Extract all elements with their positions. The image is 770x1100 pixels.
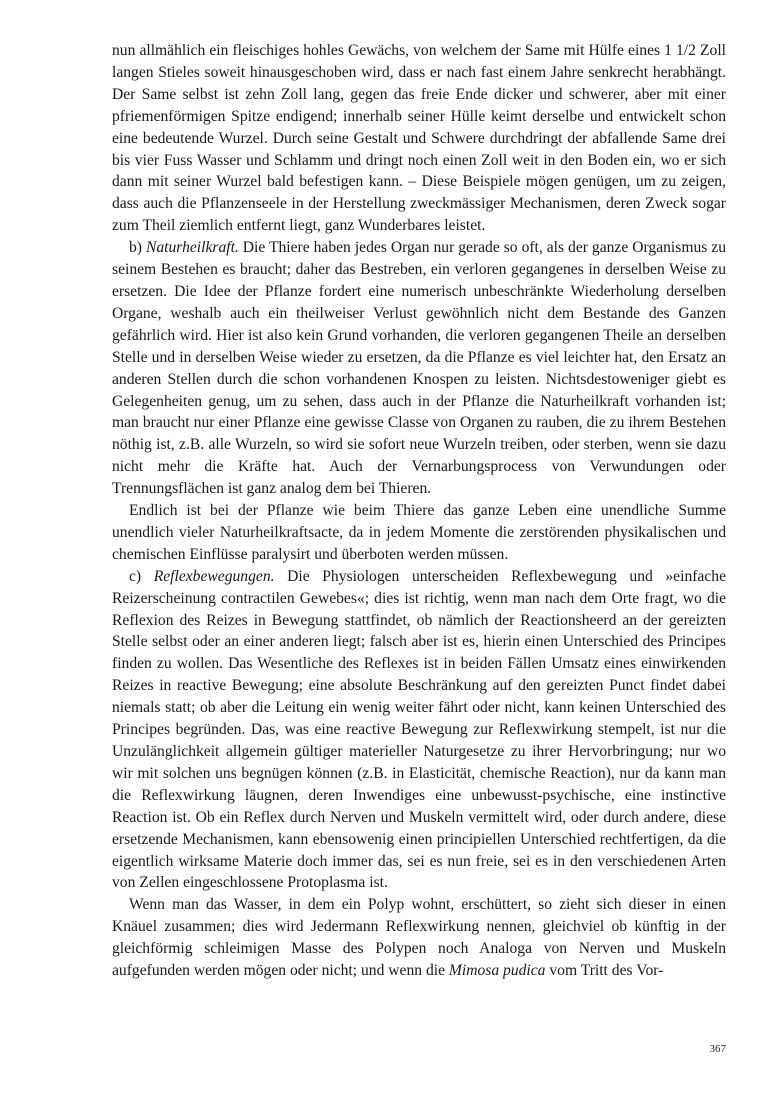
paragraph-text: Die Thiere haben jedes Organ nur gerade so oft, als der ganze Organismus zu seinem Bestehen es braucht; daher das Bestreben, ein verloren gegangenes in derselben Weise zu ersetzen. Die Idee der Pflanze fordert eine numerisch unbeschränkte Wiederholung derselben Organe, weshalb auch ein theilweiser Verlust gewöhnlich nicht dem Bestande des Ganzen gefährlich wird. Hier ist also kein Grund vorhanden, die verloren gegangenen Theile an derselben Stelle und in derselben Weise wieder zu ersetzen, da die Pflanze es viel leichter hat, den Ersatz an anderen Stellen durch die schon vorhandenen Knospen zu leisten. Nichtsdestoweniger giebt es Gelegenheiten genug, um zu sehen, dass auch in der Pflanze die Naturheilkraft vorhanden ist; man braucht nur einer Pflanze eine gewisse Classe von Organen zu rauben, die zu ihrem Bestehen nöthig ist, z.B. alle Wurzeln, so wird sie sofort neue Wurzeln treiben, oder sterben, wenn sie dazu nicht mehr die Kräfte hat. Auch der Vernarbungsprocess von Verwundungen oder Trennungsflächen ist ganz analog dem bei Thieren.	[112, 239, 726, 498]
species-name-mimosa: Mimosa pudica	[448, 962, 546, 980]
section-marker: c)	[129, 567, 154, 585]
paragraph-text: Wenn man das Wasser, in dem ein Polyp wohnt, erschüttert, so zieht sich dieser in einen Knäuel zusammen; dies wird Jedermann Reflexwirkung nennen, gleichviel ob künftig in der gleichförmig schleimigen Masse des Polypen noch Analoga von Nerven und Muskeln aufgefunden werden mögen oder nicht; und wenn die	[112, 896, 726, 980]
paragraph-text: vom Tritt des Vor-	[545, 962, 664, 980]
section-heading-reflexbewegungen: Reflexbewegungen.	[153, 567, 275, 585]
paragraph-text: Endlich ist bei der Pflanze wie beim Thiere das ganze Leben eine unendliche Summe unendlich vieler Naturheilkraftsacte, da in jedem Momente die zerstörenden physikalischen und chemischen Einflüsse paralysirt und überboten werden müssen.	[112, 502, 726, 563]
page-number: 367	[709, 1043, 726, 1055]
paragraph-text: Die Physiologen unterscheiden Reflexbewegung und »einfache Reizerscheinung contractilen Gewebes«; dies ist richtig, wenn man nach dem Orte fragt, wo die Reflexion des Reizes in Bewegung stattfindet, ob nämlich der Reactionsheerd an der gereizten Stelle selbst oder an einer anderen liegt; falsch aber ist es, hierin einen Unterschied des Principes finden zu wollen. Das Wesentliche des Reflexes ist in beiden Fällen Umsatz eines einwirkenden Reizes in reactive Bewegung; eine absolute Beschränkung auf den gereizten Punct findet dabei niemals statt; ob aber die Leitung ein wenig weiter fährt oder nicht, kann keinen Unterschied des Principes begründen. Das, was eine reactive Bewegung zur Reflexwirkung stempelt, ist nur die Unzulänglichkeit allgemein gültiger materieller Naturgesetze zu ihrer Hervorbringung; nur wo wir mit solchen uns begnügen können (z.B. in Elasticität, chemische Reaction), nur da kann man die Reflexwirkung läugnen, deren Inwendiges eine unbewusst-psychische, eine instinctive Reaction ist. Ob ein Reflex durch Nerven und Muskeln vermittelt wird, oder durch andere, diese ersetzende Mechanismen, kann ebensowenig einen principiellen Unterschied rechtfertigen, da die eigentlich wirksame Materie doch immer das, sei es nun freie, sei es in den verschiedenen Arten von Zellen eingeschlossene Protoplasma ist.	[112, 567, 726, 892]
section-marker: b)	[129, 239, 146, 257]
paragraph-reflexbewegungen	[112, 566, 726, 895]
section-heading-naturheilkraft: Naturheilkraft.	[145, 239, 239, 257]
paragraph-naturheilkraft	[112, 237, 726, 500]
paragraph-endlich	[112, 500, 726, 566]
paragraph-text: nun allmählich ein fleischiges hohles Gewächs, von welchem der Same mit Hülfe eines 1 1/2 Zoll langen Stieles soweit hinausgeschoben wird, dass er nach fast einem Jahre senkrecht herabhängt. Der Same selbst ist zehn Zoll lang, gegen das freie Ende dicker und schwerer, aber mit einer pfriemenförmigen Spitze endigend; innerhalb seiner Hülle keimt derselbe und entwickelt schon eine bedeutende Wurzel. Durch seine Gestalt und Schwere durchdringt der abfallende Same drei bis vier Fuss Wasser und Schlamm und dringt noch einen Zoll weit in den Boden ein, wo er sich dann mit seiner Wurzel bald befestigen kann. – Diese Beispiele mögen genügen, um zu zeigen, dass auch die Pflanzenseele in der Herstellung zweckmässiger Mechanismen, deren Zweck sogar zum Theil ziemlich entfernt liegt, ganz Wunderbares leistet.	[112, 42, 726, 235]
paragraph-1	[112, 40, 726, 237]
paragraph-polyp	[112, 894, 726, 982]
page-body	[112, 40, 726, 982]
